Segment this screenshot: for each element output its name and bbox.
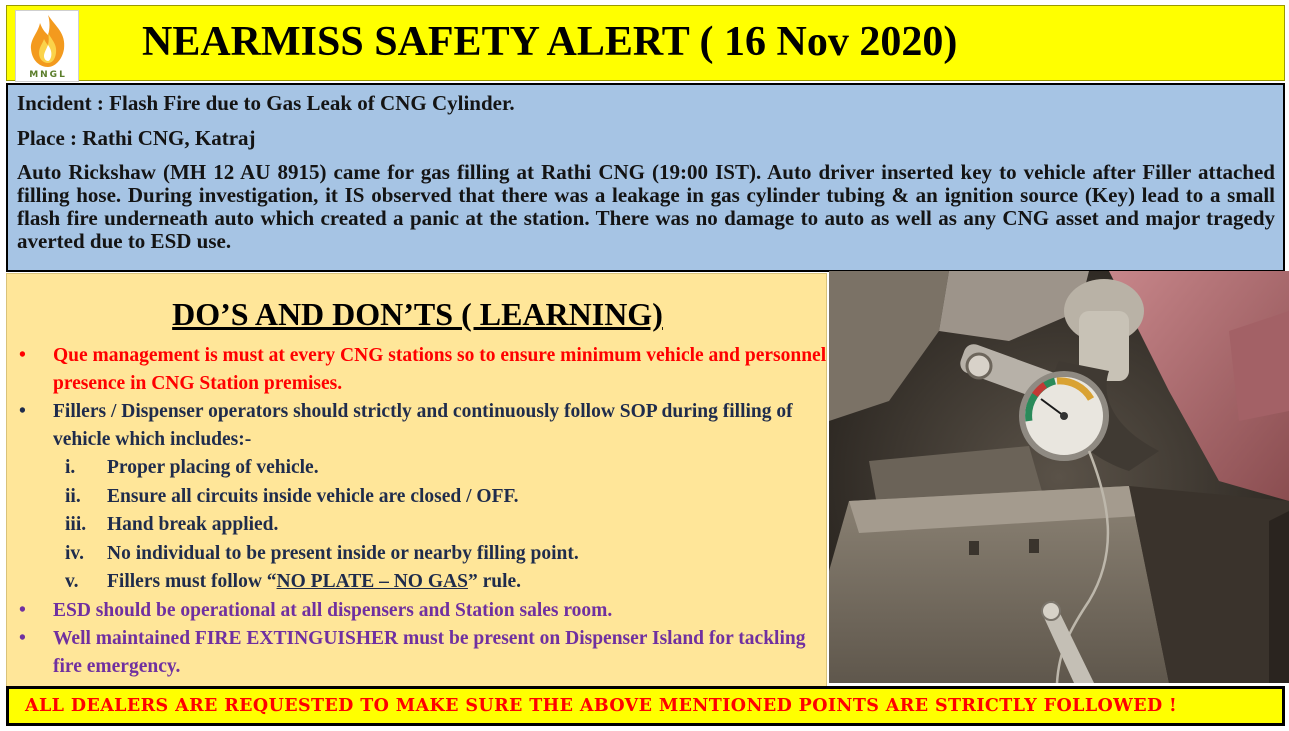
page-title: NEARMISS SAFETY ALERT ( 16 Nov 2020) [142, 19, 958, 65]
incident-box [6, 83, 1285, 272]
bullet-dot: • [19, 345, 26, 366]
sub-item-number: v. [65, 571, 79, 592]
bullet-text: ESD should be operational at all dispensers and Station sales room. [53, 599, 613, 621]
dealer-notice-banner: ALL DEALERS ARE REQUESTED TO MAKE SURE THE ABOVE MENTIONED POINTS ARE STRICTLY FOLLOWED ! [6, 686, 1285, 726]
sub-item-number: iii. [65, 514, 87, 535]
sop-sub-list [7, 454, 828, 597]
flame-logo-icon [26, 13, 70, 69]
sub-item [7, 511, 828, 540]
sub-item-number: iv. [65, 542, 84, 564]
bullet-sop [7, 398, 828, 454]
bullet-dot: • [19, 599, 26, 621]
incident-line: Incident : Flash Fire due to Gas Leak of CNG Cylinder. [17, 91, 515, 115]
sub-item [7, 568, 828, 597]
mngl-logo [15, 10, 79, 82]
bullet-dot: • [19, 401, 26, 422]
learning-title [7, 296, 828, 333]
sub-item-number: ii. [65, 485, 81, 507]
place-line: Place : Rathi CNG, Katraj [17, 126, 256, 150]
sub-item-text-before: Fillers must follow “ [107, 571, 277, 592]
header-banner [6, 5, 1285, 81]
bullet-esd [7, 597, 828, 625]
sub-item-text: Ensure all circuits inside vehicle are closed / OFF. [107, 485, 519, 507]
cng-cylinder-photo [829, 271, 1289, 683]
sub-item-text-after: ” rule. [467, 571, 522, 592]
sub-item [7, 483, 828, 512]
sub-item-text: No individual to be present inside or nearby filling point. [107, 542, 579, 564]
bullet-text: Fillers / Dispenser operators should strictly and continuously follow SOP during filling of vehicle which includes:- [53, 401, 793, 450]
learning-title-text: DO’S AND DON’TS ( LEARNING) [172, 296, 663, 332]
bullet-queue-management [7, 342, 828, 398]
no-plate-no-gas-rule: NO PLATE – NO GAS [276, 571, 468, 592]
sub-item [7, 540, 828, 569]
sub-item [7, 454, 828, 483]
cng-cylinder-pressure-gauge-photo [829, 271, 1289, 683]
learning-list [7, 342, 828, 681]
sub-item-text: Proper placing of vehicle. [107, 457, 319, 478]
bullet-text: Well maintained FIRE EXTINGUISHER must be present on Dispenser Island for tackling fire emergency. [53, 627, 806, 677]
sub-item-text: Hand break applied. [107, 514, 279, 535]
learning-panel [6, 273, 827, 687]
bullet-fire-extinguisher [7, 625, 828, 681]
bullet-dot: • [19, 627, 26, 649]
incident-description: Auto Rickshaw (MH 12 AU 8915) came for gas filling at Rathi CNG (19:00 IST). Auto driver inserted key to vehicle after Filler attached filling hose. During investigation, it IS observed that there was a leakage in gas cylinder tubing & an ignition source (Key) lead to a small flash fire underneath auto which created a panic at the station. There was no damage to auto as well as any CNG asset and major tragedy averted due to ESD use. [17, 160, 1275, 253]
bullet-text: Que management is must at every CNG stations so to ensure minimum vehicle and personnel presence in CNG Station premises. [53, 345, 827, 394]
logo-text: MNGL [29, 70, 67, 80]
sub-item-number: i. [65, 457, 76, 478]
